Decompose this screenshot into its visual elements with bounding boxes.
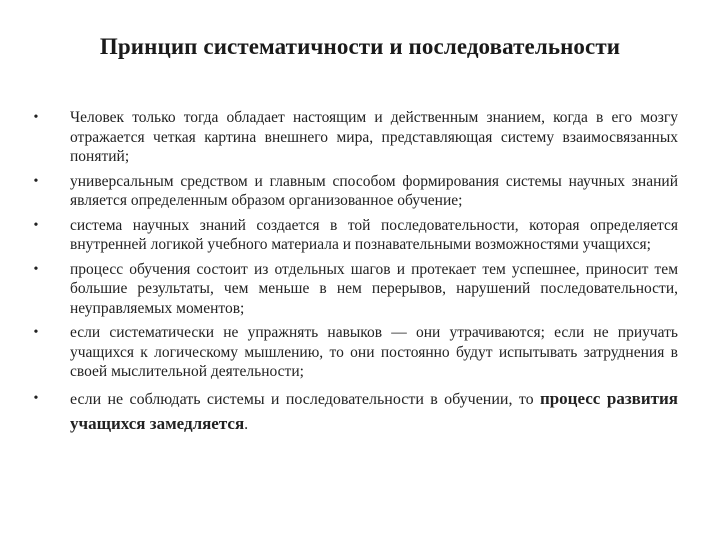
bullet-text-emphasis: процесс развития учащихся замедляется: [70, 388, 679, 433]
bullet-text: система научных знаний создается в той последовательности, которая определяется внутренней логикой учебного материала и познавательными возможностями учащихся;: [70, 216, 678, 253]
bullet-marker: •: [33, 217, 39, 233]
bullet-item: [30, 260, 678, 319]
bullet-text: универсальным средством и главным способом формирования системы научных знаний является определенным образом организованное обучение;: [70, 172, 678, 209]
bullet-text: если систематически не упражнять навыков — они утрачиваются; если не приучать учащихся к логическому мышлению, то они постоянно будут испытывать затруднения в своей мыслительной деятельности;: [70, 324, 678, 380]
bullet-marker: •: [33, 261, 39, 277]
slide-title: Принцип систематичности и последовательности: [99, 34, 621, 59]
bullet-text: процесс обучения состоит из отдельных шагов и протекает тем успешнее, приносит тем большие результаты, чем меньше в нем перерывов, нарушений последовательности, неуправляемых моментов;: [70, 260, 678, 317]
bullet-text: Человек только тогда обладает настоящим и действенным знанием, когда в его мозгу отражается четкая картина внешнего мира, представляющая систему взаимосвязанных понятий;: [70, 109, 678, 165]
bullet-marker: •: [33, 173, 39, 189]
bullet-text-start: если не соблюдать системы и последовательности в обучении, то: [70, 390, 540, 408]
bullet-marker: •: [33, 110, 39, 125]
bullet-item: [30, 216, 678, 255]
bullet-item: [30, 108, 678, 167]
bullet-item: [30, 387, 678, 437]
bullet-marker: •: [33, 325, 39, 340]
bullet-item: [30, 323, 678, 382]
bullet-text: [70, 388, 679, 433]
bullet-text-end: .: [244, 415, 249, 433]
bullet-list: [30, 108, 678, 442]
bullet-item: [30, 172, 678, 211]
bullet-marker: •: [33, 390, 39, 406]
